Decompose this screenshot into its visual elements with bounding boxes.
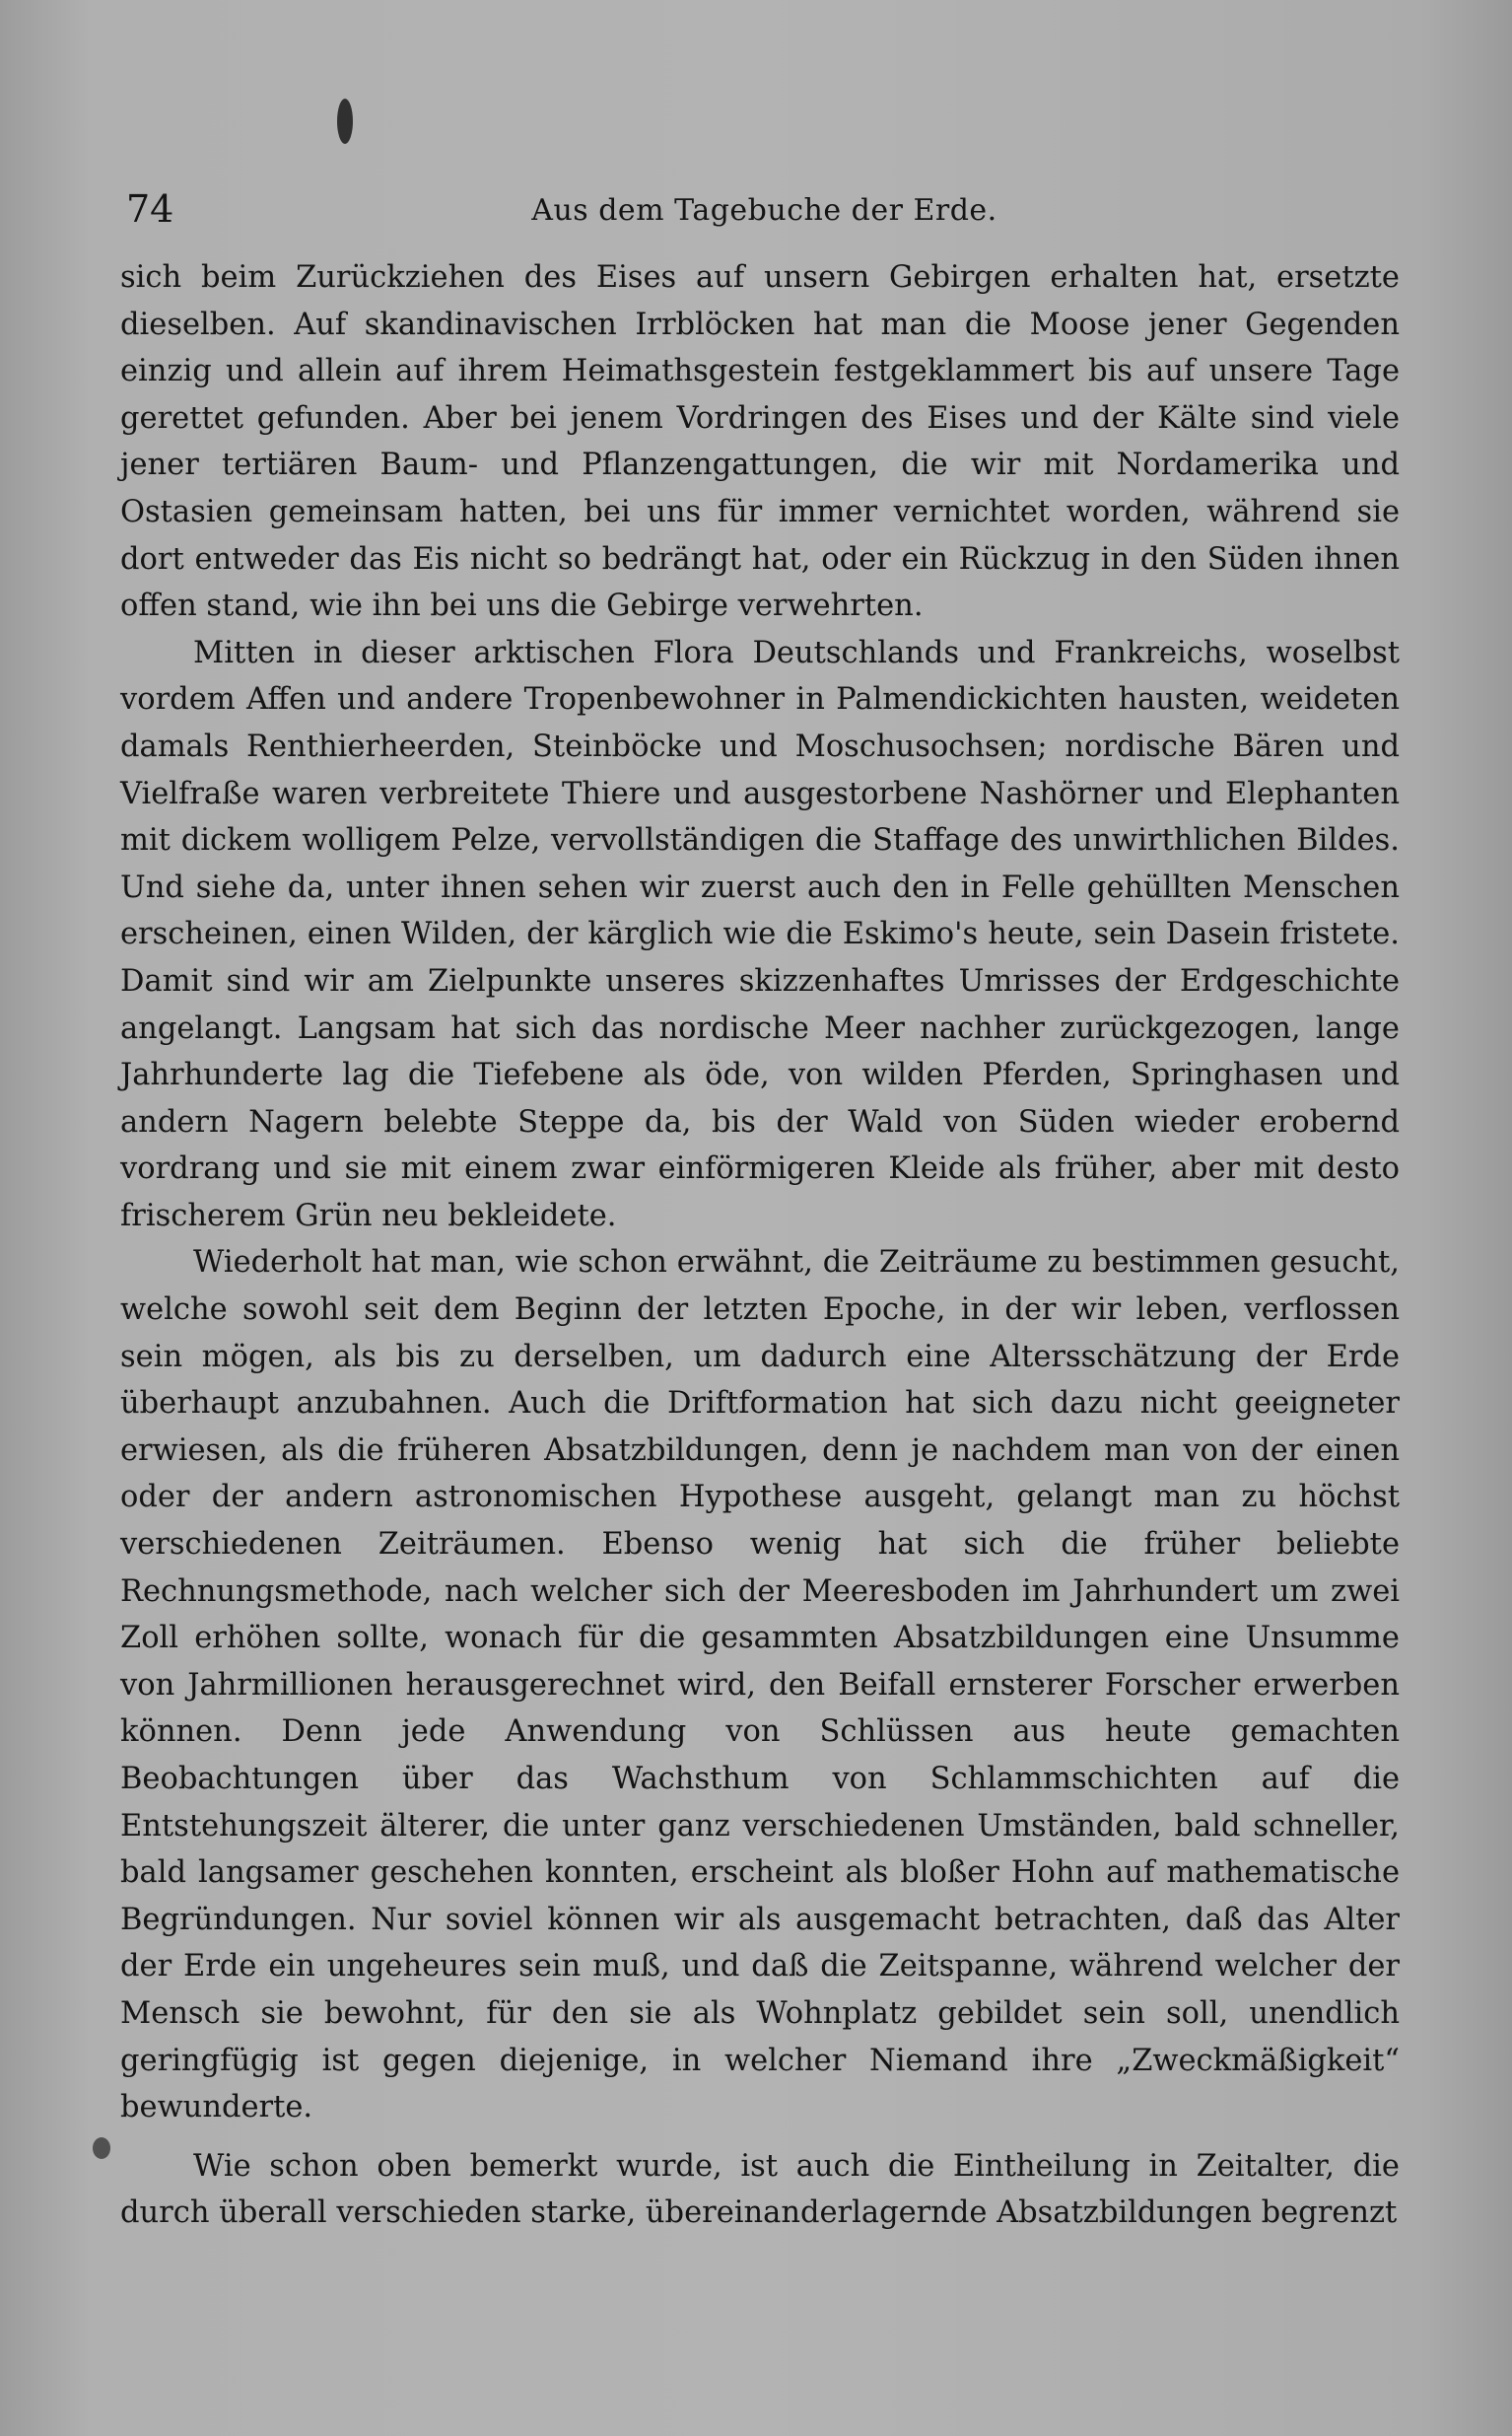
paragraph-ages-division: Wie schon oben bemerkt wurde, ist auch die Eintheilung in Zeitalter, die durch überall verschieden starke, übereinanderlagernde Absatzbildungen begrenzt [120, 2148, 1400, 2231]
page-header [126, 179, 1403, 239]
paragraph-arctic-flora: Mitten in dieser arktischen Flora Deutschlands und Frankreichs, woselbst vordem Affen und andere Tropenbewohner in Palmendickichten hausten, weideten damals Renthierheerden, Steinböcke und Moschusochsen; nordische Bären und Vielfraße waren verbreitete Thiere und ausgestorbene Nashörner und Elephanten mit dickem wolligem Pelze, vervollständigen die Staffage des unwirthlichen Bildes. Und siehe da, unter ihnen sehen wir zuerst auch den in Felle gehüllten Menschen erscheinen, einen Wilden, der kärglich wie die Eskimo's heute, sein Dasein fristete. Damit sind wir am Zielpunkte unseres skizzenhaftes Umrisses der Erdgeschichte angelangt. Langsam hat sich das nordische Meer nachher zurückgezogen, lange Jahrhunderte lag die Tiefebene als öde, von wilden Pferden, Springhasen und andern Nagern belebte Steppe da, bis der Wald von Süden wieder erobernd vordrang und sie mit einem zwar einförmigeren Kleide als früher, aber mit desto frischerem Grün neu bekleidete. [120, 635, 1400, 1233]
page-number: 74 [126, 187, 174, 231]
ink-smudge [337, 99, 353, 144]
body-text [120, 254, 1400, 2237]
running-title: Aus dem Tagebuche der Erde. [531, 193, 997, 228]
ink-smudge-margin [93, 2137, 110, 2159]
paragraph-continuation: sich beim Zurückziehen des Eises auf unsern Gebirgen erhalten hat, ersetzte dieselben. Auf skandinavischen Irrblöcken hat man die Moose jener Gegenden einzig und allein auf ihrem Heimathsgestein festgeklammert bis auf unsere Tage gerettet gefunden. Aber bei jenem Vordringen des Eises und der Kälte sind viele jener tertiären Baum- und Pflanzengattungen, die wir mit Nordamerika und Ostasien gemeinsam hatten, bei uns für immer vernichtet worden, während sie dort entweder das Eis nicht so bedrängt hat, oder ein Rückzug in den Süden ihnen offen stand, wie ihn bei uns die Gebirge verwehrten. [120, 260, 1400, 624]
paragraph-time-estimates: Wiederholt hat man, wie schon erwähnt, die Zeiträume zu bestimmen gesucht, welche sowohl seit dem Beginn der letzten Epoche, in der wir leben, verflossen sein mögen, als bis zu derselben, um dadurch eine Altersschätzung der Erde überhaupt anzubahnen. Auch die Driftformation hat sich dazu nicht geeigneter erwiesen, als die früheren Absatzbildungen, denn je nachdem man von der einen oder der andern astronomischen Hypothese ausgeht, gelangt man zu höchst verschiedenen Zeiträumen. Ebenso wenig hat sich die früher beliebte Rechnungsmethode, nach welcher sich der Meeresboden im Jahrhundert um zwei Zoll erhöhen sollte, wonach für die gesammten Absatzbildungen eine Unsumme von Jahrmillionen herausgerechnet wird, den Beifall ernsterer Forscher erwerben können. Denn jede Anwendung von Schlüssen aus heute gemachten Beobachtungen über das Wachsthum von Schlammschichten auf die Entstehungszeit älterer, die unter ganz verschiedenen Umständen, bald schneller, bald langsamer geschehen konnten, erscheint als bloßer Hohn auf mathematische Begründungen. Nur soviel können wir als ausgemacht betrachten, daß das Alter der Erde ein ungeheures sein muß, und daß die Zeitspanne, während welcher der Mensch sie bewohnt, für den sie als Wohnplatz gebildet sein soll, unendlich geringfügig ist gegen diejenige, in welcher Niemand ihre „Zweckmäßigkeit“ bewunderte. [120, 1245, 1400, 2125]
